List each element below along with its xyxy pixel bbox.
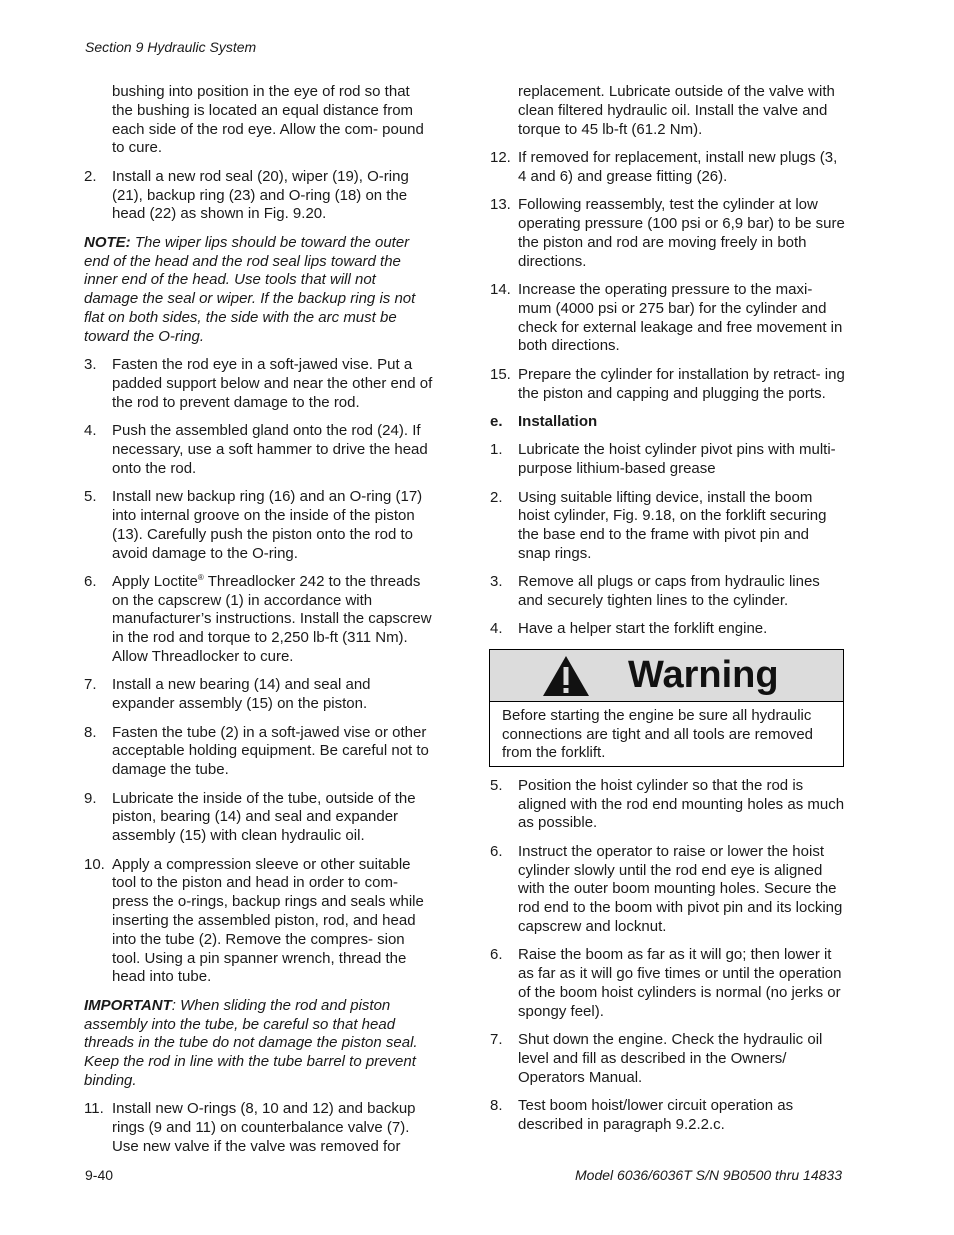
step-number: 14. (490, 280, 511, 298)
step-number: 6. (84, 572, 97, 590)
step-item (84, 573, 434, 667)
step-text: Increase the operating pressure to the maxi- mum (4000 psi or 275 bar) for the cylinder and check for external leakage and free movement in both directions. (518, 280, 843, 355)
registered-mark: ® (197, 572, 204, 582)
step-text-a: Apply Loctite (112, 572, 198, 590)
step-text: Test boom hoist/lower circuit operation as described in paragraph 9.2.2.c. (518, 1097, 794, 1133)
subsection-heading (490, 413, 845, 432)
step-number: 2. (84, 167, 97, 185)
step-text: Install a new bearing (14) and seal and expander assembly (15) on the piston. (112, 676, 371, 713)
step-number: 8. (490, 1097, 503, 1115)
step-text: Have a helper start the forklift engine. (518, 620, 768, 638)
continued-text: replacement. Lubricate outside of the valve with clean filtered hydraulic oil. Install the valve and torque to 45 lb-ft (61.2 Nm). (518, 83, 835, 138)
step-item (84, 356, 434, 412)
step-item (490, 149, 845, 187)
note-label: NOTE: (84, 233, 131, 251)
step-number: 3. (490, 573, 503, 591)
step-item (490, 946, 845, 1021)
step-text: Fasten the rod eye in a soft-jawed vise. Put a padded support below and near the other end of the rod to prevent damage to the rod. (112, 356, 433, 411)
step-text (112, 573, 434, 667)
step-text: Instruct the operator to raise or lower the hoist cylinder slowly until the rod end eye is aligned with the outer boom mounting holes. Secure the rod end to the boom with pivot pin and its locking capscrew and locknut. (518, 842, 843, 936)
step-item (490, 573, 845, 611)
step-text: Lubricate the hoist cylinder pivot pins with multi-purpose lithium-based grease (518, 441, 836, 478)
right-column (490, 83, 845, 1144)
step-number: 15. (490, 365, 511, 383)
step-item (84, 422, 434, 478)
step-item (84, 724, 434, 780)
important-text: : When sliding the rod and piston assembly into the tube, be careful so that head threads in the tube do not damage the piston seal. Keep the rod in line with the tube barrel to prevent binding. (84, 996, 418, 1089)
step-number: 6. (490, 946, 503, 964)
step-item (84, 676, 434, 714)
step-item (490, 843, 845, 937)
step-text: Install new backup ring (16) and an O-ring (17) into internal groove on the inside of the piston (13). Carefully push the piston onto the rod to avoid damage to the O-ring. (112, 488, 423, 562)
step-text: Install new O-rings (8, 10 and 12) and backup rings (9 and 11) on counterbalance valve (7). Use new valve if the valve was removed for (112, 1100, 416, 1155)
step-text: If removed for replacement, install new plugs (3, 4 and 6) and grease fitting (26). (518, 148, 838, 185)
step-text: Shut down the engine. Check the hydraulic oil level and fill as described in the Owners/ Operators Manual. (518, 1031, 823, 1086)
important-paragraph (84, 997, 434, 1091)
step-number: 1. (490, 441, 503, 459)
warning-title: Warning (628, 653, 779, 696)
step-number: 4. (84, 422, 97, 440)
step-item (490, 441, 845, 479)
step-item (490, 366, 845, 404)
step-number: 2. (490, 488, 503, 506)
step-text: Remove all plugs or caps from hydraulic lines and securely tighten lines to the cylinder. (518, 573, 820, 610)
warning-header (490, 650, 843, 702)
step-number: 10. (84, 855, 105, 873)
step-text-b: Threadlocker 242 to the threads on the capscrew (1) in accordance with manufacturer’s instructions. Install the capscrew in the rod and torque to 2,250 lb-ft (311 Nm). Allow Threadlocker to cure. (112, 572, 432, 666)
step-number: 13. (490, 196, 511, 214)
step-item (490, 281, 845, 356)
step-number: 12. (490, 148, 511, 166)
step-text: Install a new rod seal (20), wiper (19), O-ring (21), backup ring (23) and O-ring (18) on the head (22) as shown in Fig. 9.20. (112, 167, 409, 223)
step-item (84, 168, 434, 224)
step-item (490, 620, 845, 639)
important-label: IMPORTANT (84, 996, 172, 1014)
model-footer: Model 6036/6036T S/N 9B0500 thru 14833 (575, 1167, 842, 1183)
left-column (84, 83, 434, 1166)
step-number: 3. (84, 356, 97, 374)
note-paragraph (84, 234, 434, 347)
step-text: Lubricate the inside of the tube, outside of the piston, bearing (14) and seal and expander assembly (15) with clean hydraulic oil. (112, 789, 416, 845)
step-text: Prepare the cylinder for installation by retract- ing the piston and capping and plugging the ports. (518, 365, 845, 402)
step-text: Using suitable lifting device, install the boom hoist cylinder, Fig. 9.18, on the forklift securing the base end to the frame with pivot pin and snap rings. (518, 488, 827, 562)
running-header: Section 9 Hydraulic System (85, 39, 257, 55)
step-number: 11. (84, 1100, 104, 1118)
step-item (490, 777, 845, 833)
step-text: Fasten the tube (2) in a soft-jawed vise or other acceptable holding equipment. Be careful not to damage the tube. (112, 723, 429, 779)
step-number: 4. (490, 620, 503, 638)
warning-triangle-icon (542, 655, 590, 697)
step-number: 5. (84, 488, 97, 506)
step-number: 8. (84, 723, 97, 741)
warning-text: Before starting the engine be sure all hydraulic connections are tight and all tools are removed from the forklift. (502, 706, 814, 762)
step-text: Position the hoist cylinder so that the rod is aligned with the rod end mounting holes as much as possible. (518, 776, 845, 832)
step-number: 6. (490, 842, 503, 860)
page-number: 9-40 (85, 1167, 114, 1183)
step-number: 7. (490, 1031, 503, 1049)
step-text: Apply a compression sleeve or other suitable tool to the piston and head in order to com- press the o-rings, backup rings and seals while inserting the assembled piston, rod, and head into the tube (2). Remove the compres- sion tool. Using a pin spanner wrench, thread the head into tube. (112, 855, 424, 986)
step-item (84, 488, 434, 563)
step-number: 7. (84, 676, 97, 694)
step-item (490, 196, 845, 271)
continued-text: bushing into position in the eye of rod so that the bushing is located an equal distance from each side of the rod eye. Allow the com- pound to cure. (112, 83, 424, 157)
step-item (84, 1100, 434, 1156)
note-text: The wiper lips should be toward the outer end of the head and the rod seal lips toward the inner end of the head. Use tools that will not damage the seal or wiper. If the backup ring is not flat on both sides, the side with the arc must be toward the O-ring. (84, 233, 416, 345)
step-text: Raise the boom as far as it will go; then lower it as far as it will go five times or until the operation of the boom hoist cylinders is normal (no jerks or spongy feel). (518, 946, 842, 1020)
step-item (490, 1031, 845, 1087)
step-text: Following reassembly, test the cylinder at low operating pressure (100 psi or 6,9 bar) to be sure the piston and rod are moving freely in both directions. (518, 196, 845, 270)
warning-box (489, 649, 844, 767)
step-item (84, 856, 434, 988)
subsection-letter: e. (490, 412, 503, 430)
step-item (490, 1097, 845, 1135)
step-text: Push the assembled gland onto the rod (24). If necessary, use a soft hammer to drive the head onto the rod. (112, 422, 428, 477)
step-number: 5. (490, 776, 503, 794)
step-item (490, 489, 845, 564)
subsection-title: Installation (518, 412, 598, 430)
step-number: 9. (84, 789, 97, 807)
step-item (84, 790, 434, 846)
